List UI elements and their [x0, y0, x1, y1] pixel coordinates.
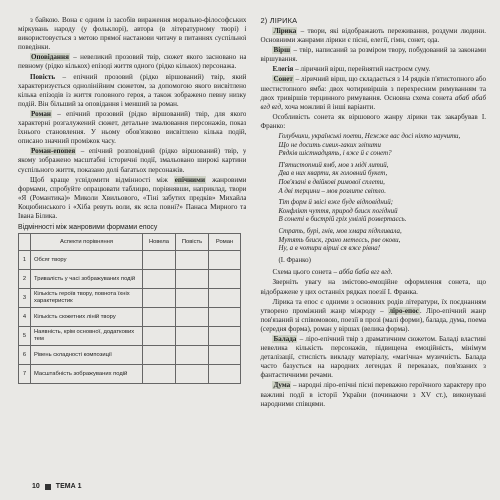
square-bullet-icon: [45, 484, 51, 490]
scheme-label: Схема цього сонета –: [272, 268, 339, 277]
fable-continuation-paragraph: з байкою. Вона є одним із засобів вираження морально-філософських міркувань народу (у фольклорі), автора (в літературному творі) і використовується з метою прямої настанови читачу в питаннях суспільної поведінки.: [18, 16, 247, 52]
row-aspect: Наявність, крім основної, додаткових тем: [31, 327, 143, 346]
cell-povist[interactable]: [176, 289, 209, 308]
scheme-value: абба баба вгг вгд: [338, 268, 391, 277]
poem-stanza: [278, 199, 486, 225]
task-highlight: епічними: [174, 175, 206, 184]
comparison-table-title: Відмінності між жанровими формами епосу: [18, 224, 158, 232]
poem-line: Страть, бурі, гнів, мов хмара підпливала,: [278, 227, 402, 235]
povist-definition: [18, 73, 246, 109]
cell-povist[interactable]: [176, 346, 209, 365]
virsh-text: – твір, написаний за розміром твору, побудований за законами віршування.: [260, 46, 486, 64]
roman-text: – епічний прозовий (рідко віршований) твір, для якого характерні розгалужений сюжет, детальне змалювання персонажів, показ їхнього становлення. У ньому обов'язково висвітлено кілька подій, описано значний проміжок часу.: [18, 109, 247, 146]
section-title-liryka: 2) ЛІРИКА: [260, 16, 298, 25]
poem-attribution: (І. Франко): [278, 256, 311, 264]
sonet-term: Сонет: [273, 75, 293, 84]
liro-epos-text-a: Лірика та епос є одними з основних родів літератури, їх поєднанням утворено проміжний жанр міжроду –: [260, 297, 486, 315]
virsh-term: Вірш: [273, 46, 291, 55]
sonnet-scheme-paragraph: [260, 268, 486, 277]
task-text-before: Щоб краще усвідомити відмінності між: [30, 175, 174, 184]
duma-term: Дума: [273, 381, 291, 390]
poem-line: Пов'язані в двійкові римової сплети,: [278, 179, 385, 186]
comparison-task-paragraph: [18, 176, 246, 221]
poem-line: Конфлікт чуття, природ блиск погідний: [278, 207, 398, 215]
poem-stanza: [278, 162, 486, 196]
page-number: 10: [32, 483, 40, 490]
poem-line: В сонеті в бистрій гріх умілій розвертаєсь.: [278, 216, 407, 224]
poem-line: Мутять блиск, грано метеєсь, рве окови,: [278, 236, 401, 244]
table-row: [19, 289, 241, 308]
cell-novela[interactable]: [143, 346, 176, 365]
liryka-definition: [260, 27, 486, 45]
table-row: [19, 327, 241, 346]
table-row: [19, 365, 241, 384]
opovidannia-definition: [18, 53, 246, 71]
table-header-row: [19, 234, 241, 251]
cell-roman[interactable]: [209, 308, 241, 327]
poem-line: Ну, а в чотири вірші ся вже рівна!: [278, 245, 381, 253]
cell-novela[interactable]: [143, 289, 176, 308]
row-number: 7: [19, 365, 31, 384]
table-row: [19, 251, 241, 270]
row-number: 2: [19, 270, 31, 289]
liro-epos-term: ліро-епос: [389, 306, 419, 315]
sonet-text-after: , хоча можливі й інші варіанти.: [281, 102, 376, 111]
poem-line: Рядків шістнадцять, і вже й є сонет?: [278, 150, 392, 158]
row-number: 5: [19, 327, 31, 346]
table-header-novela: Новела: [143, 234, 176, 251]
table-header-povist: Повість: [176, 234, 209, 251]
poem-line: Голубчики, українські поети, Нежже вас досі ніхто научити,: [278, 133, 461, 141]
poem-stanza: [278, 228, 486, 254]
scheme-tail: .: [390, 268, 393, 277]
elehiia-term: Елегія: [272, 65, 294, 74]
povist-text: – епічний прозовий (рідко віршований) твір, який характеризується однолінійним сюжетом, за допомогою якого висвітлено кілька епізодів із життя головного героя, а також зображено певну низку подій. Він більший за оповідання і менший за роман.: [18, 72, 247, 108]
roman-term: Роман: [31, 109, 51, 118]
poem-line: Що не досить сивих-гаких зліпити: [278, 141, 381, 149]
liro-epos-paragraph: [260, 298, 486, 334]
cell-roman[interactable]: [209, 251, 241, 270]
balada-definition: [260, 335, 486, 380]
elehiia-definition: [260, 65, 486, 74]
duma-definition: [260, 381, 486, 408]
roman-definition: [18, 110, 246, 146]
poem-stanza: [278, 133, 486, 159]
poem-line: Тіт форм й звісі вже буде відповідний;: [278, 199, 393, 207]
liryka-term: Лірика: [273, 27, 297, 35]
left-column: [18, 16, 246, 471]
cell-novela[interactable]: [143, 308, 176, 327]
roman-epopeia-term: Роман-епопея: [31, 147, 76, 156]
right-column: [260, 16, 486, 471]
row-aspect: Обсяг твору: [31, 251, 143, 270]
row-aspect: Кількість сюжетних ліній твору: [31, 308, 143, 327]
row-aspect: Тривалість у часі зображуваних подій: [31, 270, 143, 289]
cell-roman[interactable]: [209, 289, 241, 308]
roman-epopeia-definition: [18, 147, 246, 174]
poem-line: Два в них кварти, як головний букет,: [278, 170, 388, 178]
virsh-definition: [260, 46, 486, 64]
row-aspect: Масштабність зображуваних подій: [31, 365, 143, 384]
balada-text: – ліро-епічний твір з драматичним сюжетом. Баладі властиві невелика кількість персонажів, підвищена емоційність, мінімум деталізації, стислість викладу матеріалу, «магічна» музичність. Балада часто базується на народних легендах й переказах, пов'язаних з фантастичними речами.: [260, 335, 486, 380]
liro-epos-text-b: . Ліро-епічний жанр пов'язаний зі співомовою, поезії в прозі (малі форми), балада, дума, поема (середня форма), роман у віршах (велика форма).: [260, 306, 486, 333]
cell-povist[interactable]: [176, 327, 209, 346]
sonet-definition: [260, 75, 486, 111]
cell-povist[interactable]: [176, 365, 209, 384]
cell-novela[interactable]: [143, 251, 176, 270]
cell-novela[interactable]: [143, 270, 176, 289]
epic-forms-comparison-table: [18, 233, 241, 384]
sonnet-remark-paragraph: Зверніть увагу на змістово-емоційне оформлення сонета, що відображене у цих останніх рядках поезії І. Франка.: [260, 278, 486, 296]
balada-term: Балада: [273, 335, 297, 343]
cell-novela[interactable]: [143, 365, 176, 384]
duma-text: – народні ліро-епічні пісні переважно героїчного характеру про важливі події в історії України (починаючи з XV ст.), виконувані народними співцями.: [260, 381, 486, 408]
sonet-scheme: абаб абаб вгд вгд: [260, 93, 486, 111]
povist-term: Повість: [30, 72, 56, 81]
sonet-text: – ліричний вірш, що складається з 14 рядків п'ятистопного або шестистопного ямба: двох чотиривіршів з перехресним римуванням та двох тривіршів терцинного римування. Основна схема сонета: [260, 75, 486, 102]
cell-povist[interactable]: [176, 251, 209, 270]
row-aspect: Рівень складності композиції: [31, 346, 143, 365]
page-columns: [18, 16, 486, 471]
cell-povist[interactable]: [176, 308, 209, 327]
poem-line: П'ятистопний ямб, мов з міді литий,: [278, 161, 389, 169]
poem-line: А дві терцини – мов розлите світло.: [278, 187, 386, 195]
cell-roman[interactable]: [209, 365, 241, 384]
row-number: 1: [19, 251, 31, 270]
table-header-roman: Роман: [209, 234, 241, 251]
cell-roman[interactable]: [209, 327, 241, 346]
franko-intro: Особливість сонета як віршового жанру лірики так закарбував І. Франко:: [260, 112, 486, 130]
opovidannia-text: – невеликий прозовий твір, сюжет якого засновано на певному (рідко кількох) епізоді життя одного (рідко кількох) персонажа.: [18, 53, 247, 71]
row-number: 3: [19, 289, 31, 308]
page-footer: [32, 483, 81, 490]
row-number: 6: [19, 346, 31, 365]
cell-roman[interactable]: [209, 270, 241, 289]
cell-povist[interactable]: [176, 270, 209, 289]
table-row: [19, 346, 241, 365]
elehiia-text: – ліричний вірш, перейнятий настроєм суму.: [293, 65, 431, 74]
topic-label: ТЕМА 1: [55, 483, 82, 490]
task-text-after: жанровими формами, спробуйте опрацювати таблицю, порівнявши, наприклад, твори «Я (Романтика)» Миколи Хвильового, «Тіні забутих предків» Михайла Коцюбинського і «Хіба ревуть воли, як ясла повні?» Панаса Мирного та Івана Білика.: [18, 175, 247, 220]
liryka-text: – твори, які відображають переживання, роздуми людини. Основними жанрами лірики є пісні, елегії, гімн, сонет, ода.: [260, 27, 486, 45]
table-row: [19, 270, 241, 289]
cell-roman[interactable]: [209, 346, 241, 365]
franko-sonnet-poem: [278, 133, 486, 265]
roman-epopeia-text: – епічний розповідний (рідко віршований) твір, у якому зображено масштабні історичні події, змальовано широкі картини суспільного життя, показано долі багатьох персонажів.: [18, 147, 247, 174]
opovidannia-term: Оповідання: [31, 53, 69, 62]
table-row: [19, 308, 241, 327]
row-aspect: Кількість героїв твору, повнота їхніх характеристик: [31, 289, 143, 308]
cell-novela[interactable]: [143, 327, 176, 346]
table-header-aspect: Аспекти порівняння: [31, 234, 143, 251]
table-header-number: [19, 234, 31, 251]
row-number: 4: [19, 308, 31, 327]
